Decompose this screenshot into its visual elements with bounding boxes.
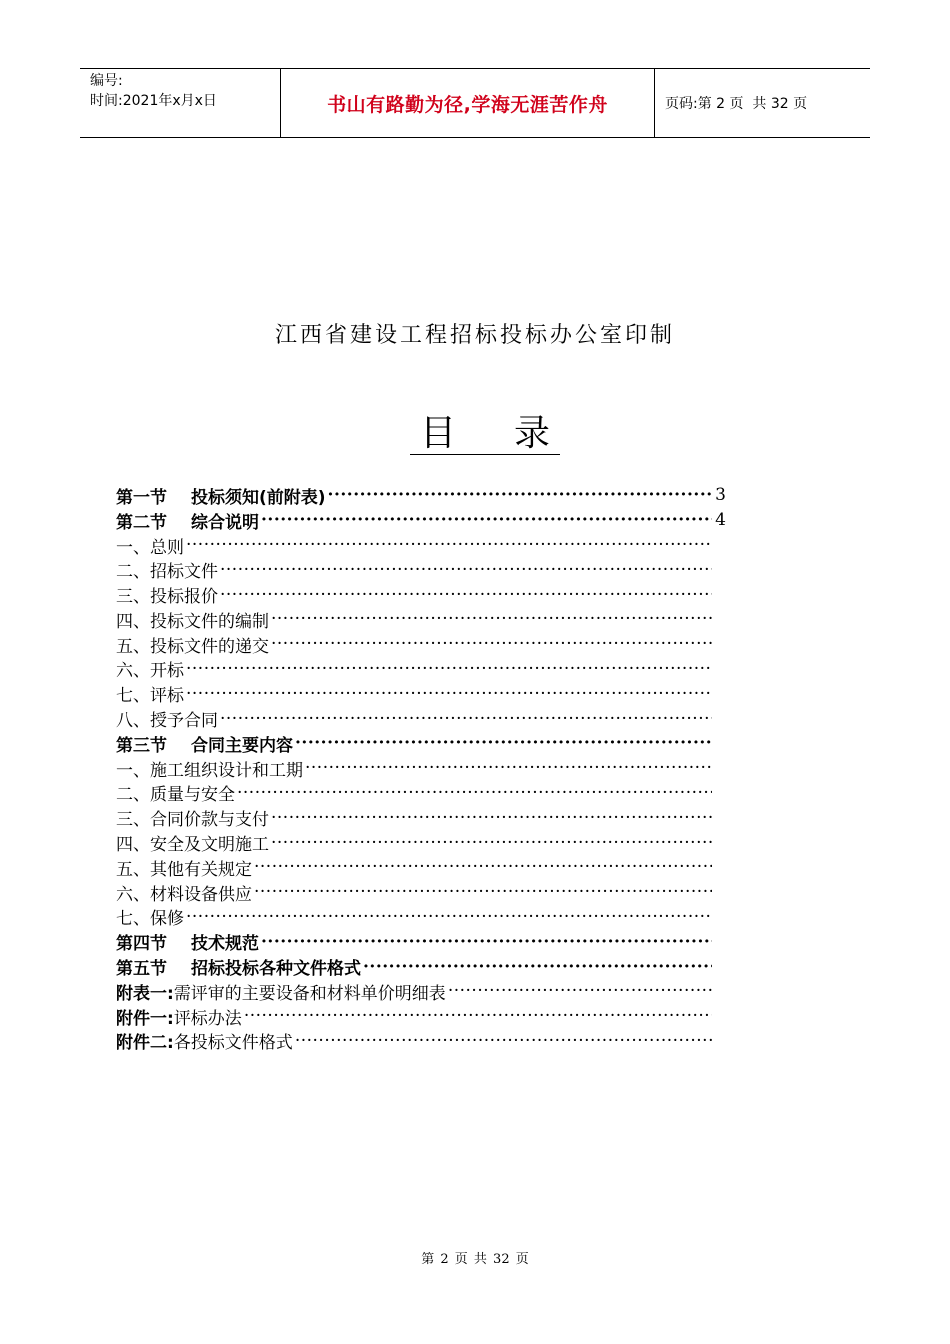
toc-entry-text: 七、评标: [116, 686, 184, 707]
toc-entry-text: 四、投标文件的编制: [116, 611, 269, 632]
toc-leader-dots: [261, 930, 712, 954]
toc-leader-dots: [295, 1029, 712, 1053]
toc-entry-text: 需评审的主要设备和材料单价明细表: [173, 983, 446, 1004]
toc-entry-text: 三、投标报价: [116, 587, 218, 608]
toc-entry-label: [116, 731, 293, 756]
toc-entry[interactable]: [116, 483, 726, 508]
header-page-info-text: 页码:第 2 页 共 32 页: [665, 96, 808, 112]
toc-entry[interactable]: [116, 929, 726, 954]
toc-entry[interactable]: [116, 557, 726, 582]
toc-entry-label: [116, 557, 218, 582]
toc-entry[interactable]: [116, 781, 726, 806]
toc-entry-label: [116, 1028, 293, 1053]
toc-leader-dots: [328, 483, 712, 507]
toc-leader-dots: [295, 731, 712, 755]
toc-entry-text: 招标投标各种文件格式: [191, 959, 361, 980]
toc-entry-label: [116, 483, 326, 508]
toc-entry-text: 技术规范: [191, 934, 259, 955]
toc-entry-text: 四、安全及文明施工: [116, 835, 269, 856]
toc-leader-dots: [363, 955, 712, 979]
office-line: 江西省建设工程招标投标办公室印制: [274, 323, 675, 348]
toc-entry[interactable]: [116, 756, 726, 781]
toc-leader-dots: [186, 533, 712, 557]
toc-entry[interactable]: [116, 657, 726, 682]
toc-leader-dots: [271, 632, 712, 656]
toc-leader-dots: [186, 682, 712, 706]
toc-entry-label: [116, 1004, 242, 1029]
toc-entry-prefix: 附件一:: [116, 1008, 174, 1029]
header-time-label: 时间:2021年x月x日: [90, 93, 217, 109]
toc-entry-label: [116, 756, 303, 781]
toc-entry-text: 六、材料设备供应: [116, 884, 252, 905]
toc-entry-page: 4: [715, 510, 726, 531]
table-of-contents: [116, 483, 726, 1053]
page-header: [80, 68, 870, 138]
toc-entry-label: [116, 656, 184, 681]
toc-entry-label: [116, 681, 184, 706]
toc-leader-dots: [220, 583, 712, 607]
toc-title-left: 目: [420, 413, 457, 454]
toc-entry[interactable]: [116, 905, 726, 930]
toc-entry-prefix: 第二节: [116, 512, 167, 533]
toc-leader-dots: [448, 979, 712, 1003]
toc-leader-dots: [186, 657, 712, 681]
toc-entry-text: 二、招标文件: [116, 562, 218, 583]
toc-entry-text: 五、投标文件的递交: [116, 636, 269, 657]
toc-entry-text: 一、总则: [116, 537, 184, 558]
toc-leader-dots: [186, 905, 712, 929]
toc-leader-dots: [220, 707, 712, 731]
toc-entry-label: [116, 780, 235, 805]
toc-entry-label: [116, 954, 361, 979]
toc-entry-prefix: 第五节: [116, 959, 167, 980]
footer-page-number: 第 2 页 共 32 页: [421, 1252, 529, 1267]
toc-entry[interactable]: [116, 855, 726, 880]
toc-entry-label: [116, 805, 269, 830]
toc-entry[interactable]: [116, 1004, 726, 1029]
toc-entry[interactable]: [116, 582, 726, 607]
toc-leader-dots: [305, 756, 712, 780]
toc-leader-dots: [261, 508, 712, 532]
toc-entry-text: 三、合同价款与支付: [116, 810, 269, 831]
header-page-info: [655, 69, 870, 137]
toc-title: [410, 414, 560, 455]
toc-leader-dots: [271, 806, 712, 830]
toc-entry[interactable]: [116, 731, 726, 756]
toc-entry-text: 综合说明: [191, 512, 259, 533]
toc-entry-label: [116, 880, 252, 905]
page-footer: [0, 1248, 950, 1267]
header-motto: 书山有路勤为径,学海无涯苦作舟: [281, 69, 655, 137]
toc-entry[interactable]: [116, 607, 726, 632]
toc-entry-label: [116, 582, 218, 607]
toc-entry-page: 3: [715, 485, 726, 506]
toc-entry[interactable]: [116, 979, 726, 1004]
toc-entry-label: [116, 632, 269, 657]
toc-leader-dots: [254, 855, 712, 879]
toc-entry[interactable]: [116, 805, 726, 830]
toc-entry[interactable]: [116, 1029, 726, 1054]
toc-entry-text: 评标办法: [173, 1008, 242, 1029]
toc-leader-dots: [237, 781, 712, 805]
toc-entry[interactable]: [116, 954, 726, 979]
toc-entry-prefix: 第一节: [116, 487, 167, 508]
toc-entry-label: [116, 533, 184, 558]
toc-entry-label: [116, 904, 184, 929]
toc-entry-label: [116, 830, 269, 855]
toc-entry-label: [116, 979, 446, 1004]
toc-leader-dots: [244, 1004, 712, 1028]
toc-leader-dots: [271, 607, 712, 631]
toc-entry-label: [116, 929, 259, 954]
toc-leader-dots: [220, 558, 712, 582]
toc-entry-text: 六、开标: [116, 661, 184, 682]
toc-entry[interactable]: [116, 830, 726, 855]
toc-entry-text: 八、授予合同: [116, 711, 218, 732]
toc-entry-text: 合同主要内容: [191, 735, 293, 756]
toc-entry-label: [116, 855, 252, 880]
toc-title-right: 录: [513, 413, 550, 454]
toc-entry-prefix: 附表一:: [116, 983, 174, 1004]
toc-entry-prefix: 第三节: [116, 735, 167, 756]
toc-leader-dots: [254, 880, 712, 904]
toc-entry-label: [116, 607, 269, 632]
toc-entry-text: 一、施工组织设计和工期: [116, 760, 303, 781]
toc-entry-text: 七、保修: [116, 909, 184, 930]
header-number-label: 编号:: [90, 73, 123, 89]
toc-entry-prefix: 附件二:: [116, 1033, 174, 1054]
toc-entry-label: [116, 706, 218, 731]
toc-entry-text: 各投标文件格式: [173, 1033, 293, 1054]
toc-entry[interactable]: [116, 681, 726, 706]
toc-entry[interactable]: [116, 880, 726, 905]
toc-entry-label: [116, 508, 259, 533]
toc-entry[interactable]: [116, 632, 726, 657]
toc-leader-dots: [271, 831, 712, 855]
toc-entry-text: 投标须知(前附表): [191, 487, 326, 508]
toc-entry-text: 二、质量与安全: [116, 785, 235, 806]
toc-entry[interactable]: [116, 533, 726, 558]
toc-entry-text: 五、其他有关规定: [116, 859, 252, 880]
toc-entry-prefix: 第四节: [116, 934, 167, 955]
header-meta: [80, 69, 281, 137]
toc-entry[interactable]: [116, 508, 726, 533]
toc-entry[interactable]: [116, 706, 726, 731]
